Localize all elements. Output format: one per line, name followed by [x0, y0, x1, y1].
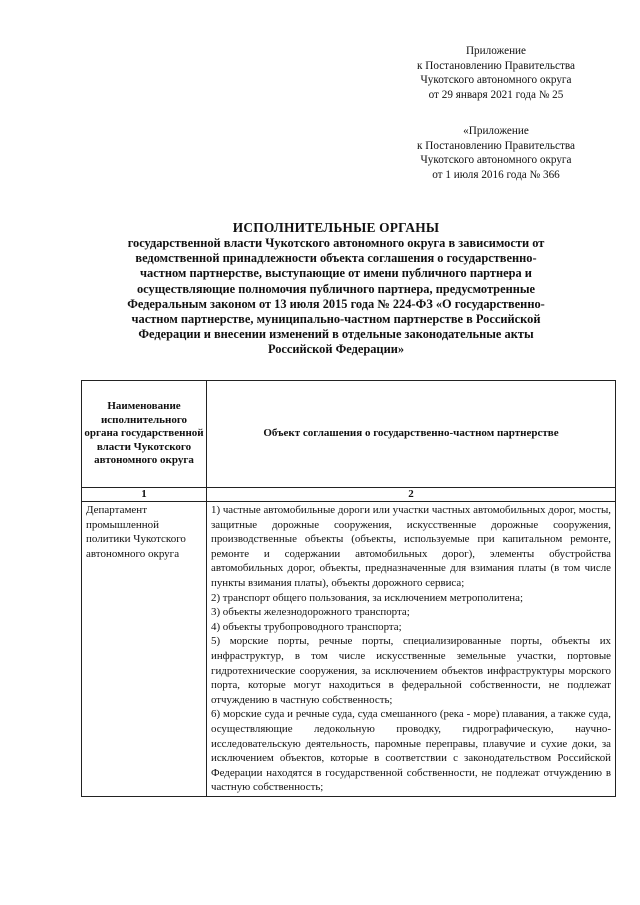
subtitle-line-2: ведомственной принадлежности объекта соглашения о государственно-: [135, 251, 537, 266]
attachment-current-line-4: от 29 января 2021 года № 25: [428, 88, 564, 101]
column-number-1: 1: [82, 488, 207, 502]
attachment-previous-line-1: «Приложение: [463, 125, 529, 137]
header-authority: Наименование исполнительного органа государственной власти Чукотского автономного округа: [82, 381, 207, 488]
document-title: ИСПОЛНИТЕЛЬНЫЕ ОРГАНЫ: [232, 220, 440, 235]
header-agreement-object: Объект соглашения о государственно-частном партнерстве: [207, 381, 616, 488]
table-column-numbers-row: [82, 488, 616, 502]
attachment-current-line-2: к Постановлению Правительства: [417, 59, 575, 72]
object-item-6: 6) морские суда и речные суда, суда смешанного (река - море) плавания, а также суда, осуществляющие ледокольную проводку, гидрографическую, научно-исследовательскую деятельность, паромные переправы, плавучие и сухие доки, за исключением объектов, которые в соответствии с законодательством Российской Федерации находятся в государственной собственности, не подлежат отчуждению в частную собственность;: [211, 708, 611, 794]
table-header-row: [82, 381, 616, 488]
subtitle-line-7: Федерации и внесении изменений в отдельные законодательные акты: [138, 327, 534, 342]
document-subtitle: [66, 236, 606, 358]
objects-cell: [207, 502, 616, 797]
column-number-2: 2: [207, 488, 616, 502]
subtitle-line-8: Российской Федерации»: [267, 342, 405, 357]
object-item-3: 3) объекты железнодорожного транспорта;: [211, 606, 410, 619]
authority-cell: Департамент промышленной политики Чукотского автономного округа: [82, 502, 207, 797]
document-heading: [66, 219, 606, 358]
subtitle-line-4: осуществляющие полномочия публичного партнера, предусмотренные: [136, 281, 536, 296]
subtitle-line-1: государственной власти Чукотского автономного округа в зависимости от: [127, 236, 545, 250]
subtitle-line-5: Федеральным законом от 13 июля 2015 года № 224-ФЗ «О государственно-: [127, 296, 545, 311]
subtitle-line-6: частном партнерстве, муниципально-частном партнерстве в Российской: [131, 312, 541, 327]
attachment-previous: [392, 124, 600, 182]
attachment-current-line-1: Приложение: [465, 45, 527, 57]
attachment-previous-line-2: к Постановлению Правительства: [417, 139, 575, 152]
object-item-2: 2) транспорт общего пользования, за исключением метрополитена;: [211, 591, 523, 604]
attachment-current-line-3: Чукотского автономного округа: [420, 74, 572, 87]
table-row: [82, 502, 616, 797]
attachment-previous-line-3: Чукотского автономного округа: [420, 154, 572, 167]
attachment-current: [392, 44, 600, 102]
object-item-4: 4) объекты трубопроводного транспорта;: [211, 620, 402, 633]
object-item-1: 1) частные автомобильные дороги или участки частных автомобильных дорог, мосты, защитные дорожные сооружения, искусственные дорожные сооружения, производственные объекты (объекты, используемые при капитальном ремонте, ремонте и содержании автомобильных дорог), элементы обустройства автомобильных дорог, объекты, предназначенные для взимания платы (в том числе пункты взимания платы), объекты дорожного сервиса;: [211, 504, 611, 589]
attachment-previous-line-4: от 1 июля 2016 года № 366: [432, 168, 560, 181]
object-item-5: 5) морские порты, речные порты, специализированные порты, объекты их инфраструктур, в том числе искусственные земельные участки, портовые гидротехнические сооружения, за исключением объектов инфраструктуры морского порта, которые могут находиться в федеральной собственности, не подлежат отчуждению в частную собственность;: [211, 635, 611, 706]
subtitle-line-3: частном партнерстве, выступающие от имени публичного партнера и: [140, 266, 532, 281]
authorities-table: [81, 380, 616, 797]
